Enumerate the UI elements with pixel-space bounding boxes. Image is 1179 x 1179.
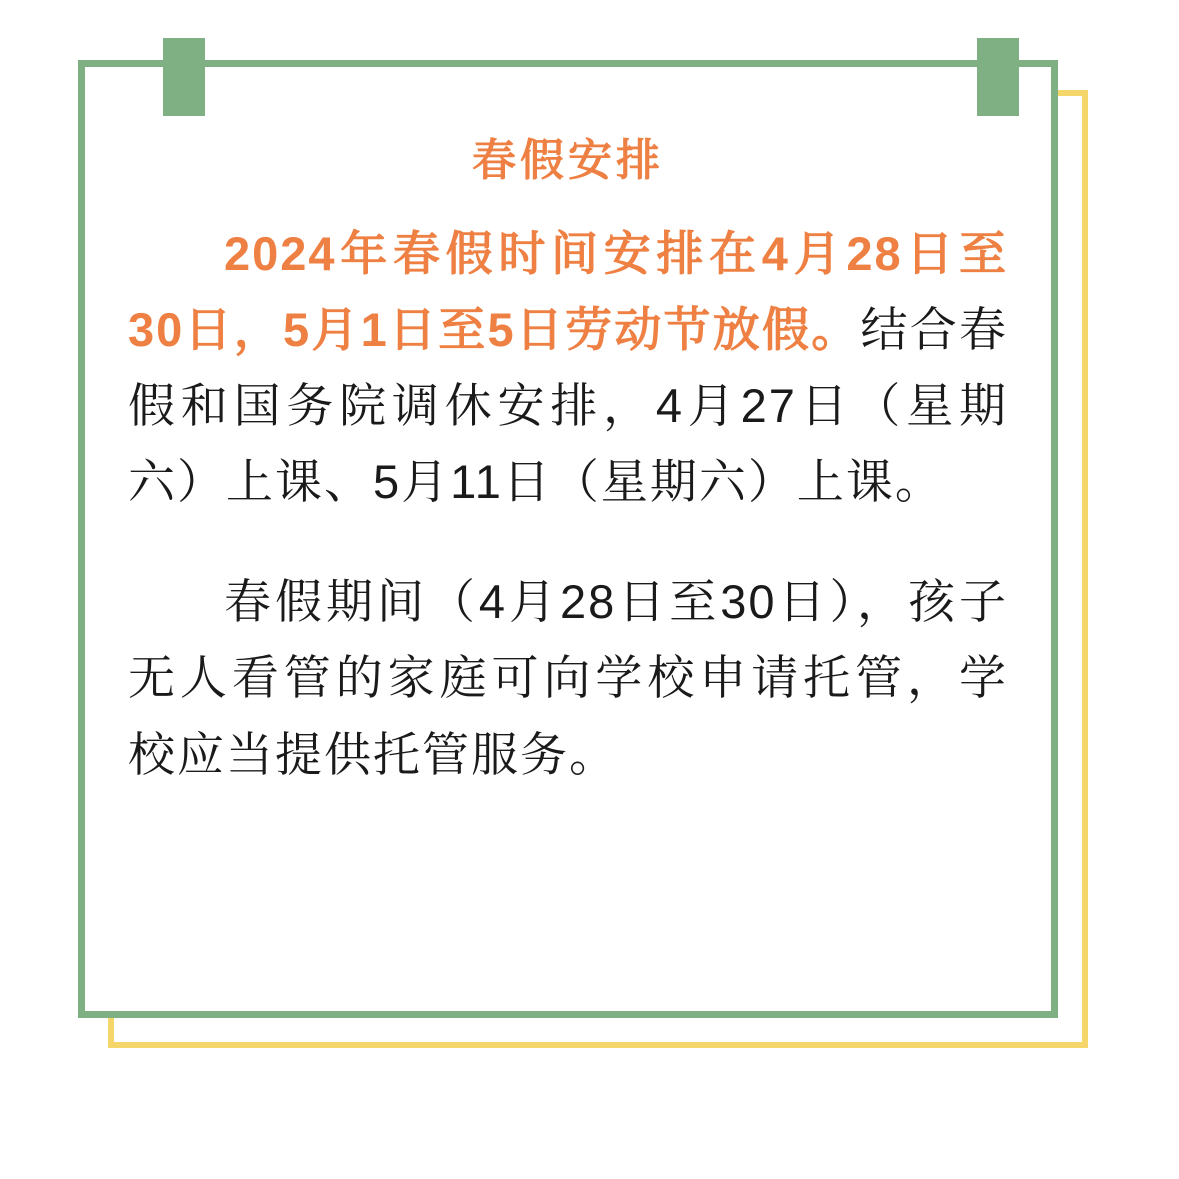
paragraph-childcare-service (128, 564, 1008, 792)
paragraph-spring-break-schedule (128, 216, 1008, 521)
paragraph-1-text: 结合春假和国务院调休安排，4月27日（星期六）上课、5月11日（星期六）上课。 (128, 302, 1008, 509)
tape-clip-left-icon (163, 38, 205, 116)
poster-content (128, 135, 1008, 965)
paragraph-2-text: 春假期间（4月28日至30日），孩子无人看管的家庭可向学校申请托管，学校应当提供托管服务。 (128, 575, 1008, 781)
paragraph-1-highlight: 2024年春假时间安排在4月28日至30日，5月1日至5日劳动节放假。 (128, 226, 1008, 356)
tape-clip-right-icon (977, 38, 1019, 116)
page-title: 春假安排 (472, 136, 664, 185)
